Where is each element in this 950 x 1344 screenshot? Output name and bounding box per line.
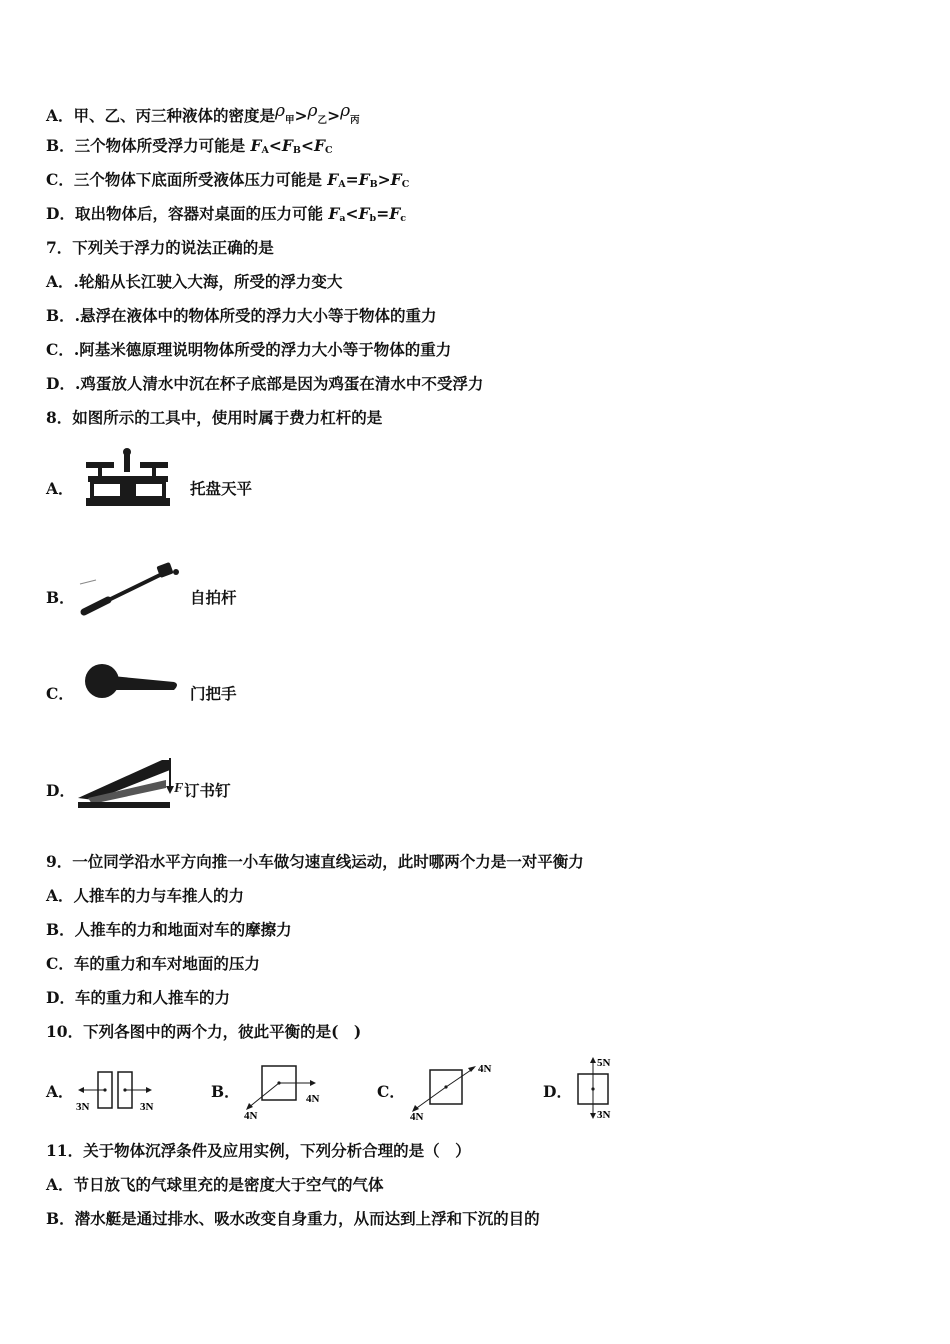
q9-option-a: A．人推车的力与车推人的力 — [46, 886, 245, 905]
q10-fig-b-f1: 4N — [306, 1093, 320, 1105]
q10-fig-c-f2: 4N — [410, 1111, 424, 1122]
q7-option-d: D．.鸡蛋放人清水中沉在杯子底部是因为鸡蛋在清水中不受浮力 — [46, 374, 484, 393]
q7-stem: 7．下列关于浮力的说法正确的是 — [46, 238, 274, 257]
stapler-icon — [74, 750, 186, 816]
q10-fig-d-letter: D． — [543, 1082, 572, 1101]
q8-option-b-label: 自拍杆 — [190, 588, 237, 607]
q11-stem: 11．关于物体沉浮条件及应用实例，下列分析合理的是（ ） — [46, 1141, 471, 1160]
q7-option-b: B．.悬浮在液体中的物体所受的浮力大小等于物体的重力 — [46, 306, 437, 325]
q8-option-b-letter: B． — [46, 588, 75, 607]
q10-fig-a-letter: A． — [46, 1082, 74, 1101]
q10-fig-a-f1: 3N — [76, 1101, 90, 1113]
q7-option-c: C．.阿基米德原理说明物体所受的浮力大小等于物体的重力 — [46, 340, 452, 359]
q6-option-c: C．三个物体下底面所受液体压力可能是 $F_A=F_B>F_C$ — [46, 170, 410, 190]
q10-fig-c-f1: 4N — [478, 1063, 492, 1075]
q6-option-b: B．三个物体所受浮力可能是 $F_A<F_B<F_C$ — [46, 136, 333, 156]
q9-option-d: D．车的重力和人推车的力 — [46, 988, 230, 1007]
q8-option-d-label: 订书钉 — [184, 781, 231, 800]
q10-figure-c — [404, 1058, 500, 1122]
q11-option-a: A．节日放飞的气球里充的是密度大于空气的气体 — [46, 1175, 384, 1194]
q8-option-c-label: 门把手 — [190, 684, 237, 703]
q10-fig-b-f2: 4N — [244, 1110, 258, 1122]
q10-figure-a — [72, 1066, 164, 1118]
q10-fig-a-f2: 3N — [140, 1101, 154, 1113]
q8-option-a-label: 托盘天平 — [190, 479, 253, 498]
q9-stem: 9．一位同学沿水平方向推一小车做匀速直线运动，此时哪两个力是一对平衡力 — [46, 852, 584, 871]
q10-fig-d-f2: 3N — [597, 1109, 611, 1121]
q10-stem: 10．下列各图中的两个力，彼此平衡的是( ) — [46, 1022, 362, 1041]
q11-option-b: B．潜水艇是通过排水、吸水改变自身重力，从而达到上浮和下沉的目的 — [46, 1209, 540, 1228]
stapler-force-label: F — [174, 781, 184, 796]
q7-option-a: A．.轮船从长江驶入大海，所受的浮力变大 — [46, 272, 343, 291]
q8-option-c-letter: C． — [46, 684, 74, 703]
q10-fig-c-letter: C． — [377, 1082, 405, 1101]
q8-stem: 8．如图所示的工具中，使用时属于费力杠杆的是 — [46, 408, 383, 427]
q10-fig-d-f1: 5N — [597, 1057, 611, 1069]
q10-figure-d — [572, 1052, 648, 1124]
q8-option-d-letter: D． — [46, 781, 75, 800]
q6-option-a: A．甲、乙、丙三种液体的密度是$\rho_甲>\rho_乙>\rho_丙$ — [46, 101, 360, 126]
q9-option-b: B．人推车的力和地面对车的摩擦力 — [46, 920, 292, 939]
door-handle-icon — [82, 660, 182, 702]
selfie-stick-icon — [78, 560, 182, 618]
q6-option-d: D．取出物体后，容器对桌面的压力可能 $F_a<F_b=F_c$ — [46, 204, 406, 224]
q8-option-a-letter: A． — [46, 479, 74, 498]
q10-figure-b — [240, 1058, 330, 1122]
q10-fig-b-letter: B． — [211, 1082, 240, 1101]
q9-option-c: C．车的重力和车对地面的压力 — [46, 954, 260, 973]
balance-scale-icon — [82, 448, 174, 510]
